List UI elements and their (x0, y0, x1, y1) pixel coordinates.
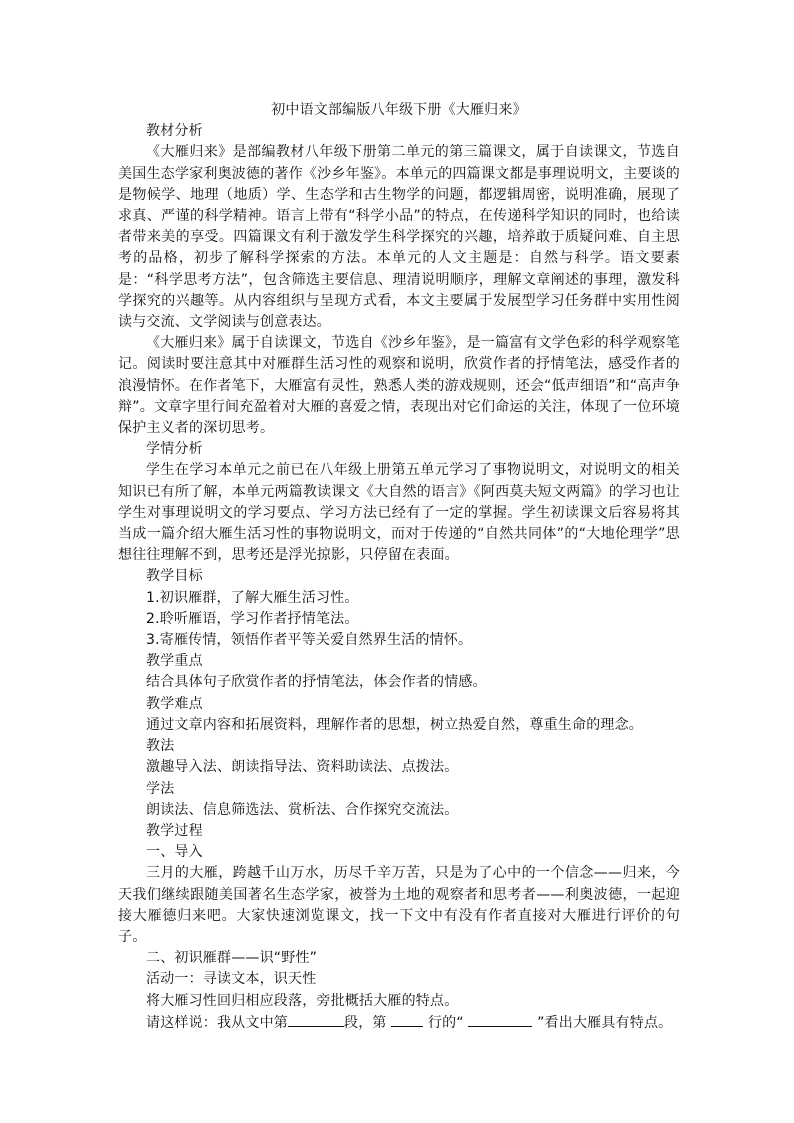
section-heading-zhongdian: 教学重点 (146, 653, 203, 670)
section-heading-mubiao: 教学目标 (146, 568, 203, 585)
fill-in-prompt (118, 1012, 680, 1034)
section-heading-jiaocai: 教材分析 (146, 123, 203, 140)
paragraph: 学生在学习本单元之前已在八年级上册第五单元学习了事物说明文，对说明文的相关知识已有所了解，本单元两篇教读课文《大自然的语言》《阿西莫夫短文两篇》的学习也让学生对事理说明文的学习要点、学习方法已经有了一定的掌握。学生初读课文后容易将其当成一篇介绍大雁生活习性的事物说明文，而对于传递的“自然共同体”的“大地伦理学”思想往往理解不到，思考还是浮光掠影，只停留在表面。 (118, 462, 680, 564)
document-title: 初中语文部编版八年级下册《大雁归来》 (271, 102, 527, 118)
blank-line (391, 1012, 423, 1027)
step-heading: 一、导入 (146, 844, 203, 861)
objective-item: 2.聆听雁语，学习作者抒情笔法。 (146, 610, 359, 627)
objective-item: 3.寄雁传情，领悟作者平等关爱自然界生活的情怀。 (146, 632, 473, 649)
section-text: 朗读法、信息筛选法、赏析法、合作探究交流法。 (146, 801, 459, 818)
section-heading-nandian: 教学难点 (146, 695, 203, 712)
paragraph: 《大雁归来》是部编教材八年级下册第二单元的第三篇课文，属于自读课文，节选自美国生态学家利奥波德的著作《沙乡年鉴》。本单元的四篇课文都是事理说明文，主要谈的是物候学、地理（地质）学、生态学和古生物学的问题，都逻辑周密，说明准确，展现了求真、严谨的科学精神。语言上带有“科学小品”的特点，在传递科学知识的同时，也给读者带来美的享受。四篇课文有利于激发学生科学探究的兴趣，培养敢于质疑问难、自主思考的品格，初步了解科学探索的方法。本单元的人文主题是：自然与科学。语文要素是：“科学思考方法”，包含筛选主要信息、理清说明顺序，理解文章阐述的事理，激发科学探究的兴趣等。从内容组织与呈现方式看，本文主要属于发展型学习任务群中实用性阅读与交流、文学阅读与创意表达。 (118, 144, 680, 331)
objective-item: 1.初识雁群，了解大雁生活习性。 (146, 589, 359, 606)
prompt-text: 行的“ (427, 1014, 464, 1031)
prompt-text: 请这样说：我从文中第 (146, 1014, 288, 1031)
paragraph: 《大雁归来》属于自读课文，节选自《沙乡年鉴》，是一篇富有文学色彩的科学观察笔记。阅读时要注意其中对雁群生活习性的观察和说明，欣赏作者的抒情笔法，感受作者的浪漫情怀。在作者笔下，大雁富有灵性，熟悉人类的游戏规则，还会“低声细语”和“高声争辩”。文章字里行间充盈着对大雁的喜爱之情，表现出对它们命运的关注，体现了一位环境保护主义者的深切思考。 (118, 335, 680, 437)
step-heading: 二、初识雁群——识“野性” (146, 950, 318, 967)
blank-line (468, 1012, 532, 1027)
section-heading-guocheng: 教学过程 (146, 822, 203, 839)
paragraph: 三月的大雁，跨越千山万水，历尽千辛万苦，只是为了心中的一个信念——归来，今天我们继续跟随美国著名生态学家，被誉为土地的观察者和思考者——利奥波德，一起迎接大雁德归来吧。大家快速浏览课文，找一下文中有没有作者直接对大雁进行评价的句子。 (118, 865, 680, 945)
section-heading-jiaofa: 教法 (146, 738, 175, 755)
section-text: 激趣导入法、朗读指导法、资料助读法、点拨法。 (146, 759, 459, 776)
prompt-text: 段，第 (344, 1014, 387, 1031)
document-page (118, 100, 680, 1034)
blank-line (288, 1012, 344, 1027)
activity-text: 将大雁习性回归相应段落，旁批概括大雁的特点。 (146, 992, 459, 1009)
section-text: 结合具体句子欣赏作者的抒情笔法，体会作者的情感。 (146, 674, 487, 691)
section-heading-xueqing: 学情分析 (146, 441, 203, 458)
activity-heading: 活动一：寻读文本，识天性 (146, 971, 317, 988)
section-text: 通过文章内容和拓展资料，理解作者的思想，树立热爱自然，尊重生命的理念。 (146, 716, 643, 733)
section-heading-xuefa: 学法 (146, 780, 175, 797)
prompt-text: ”看出大雁具有特点。 (537, 1014, 673, 1031)
